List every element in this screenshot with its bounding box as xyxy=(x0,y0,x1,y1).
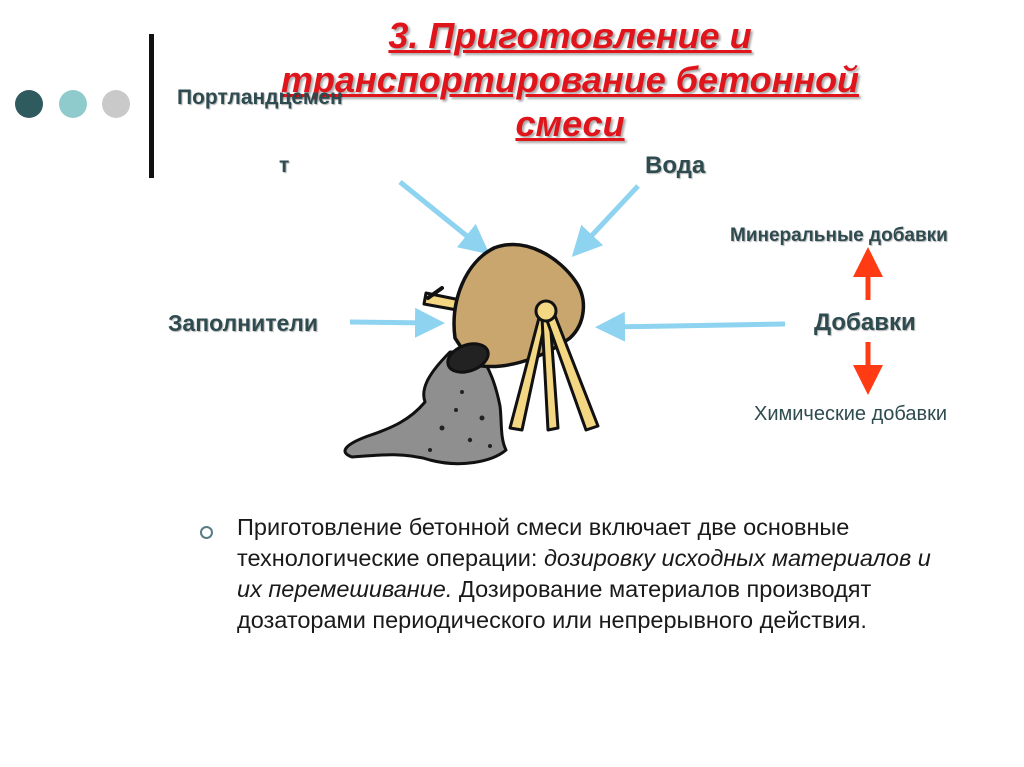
bullet-text xyxy=(237,512,960,636)
mixer-pivot xyxy=(536,301,556,321)
label-fillers: Заполнители xyxy=(168,310,319,336)
label-chemical-additives: Химические добавки xyxy=(754,403,948,425)
bullet-item xyxy=(200,512,960,636)
bullet-circle-icon xyxy=(200,526,213,539)
slide-title: 3. Приготовление и транспортирование бетонной смеси xyxy=(280,15,860,144)
bullet-text-italic: дозировку исходных материалов и их перемешивание. xyxy=(237,545,931,602)
label-cement-line2: т xyxy=(279,154,290,177)
arrow-water xyxy=(582,186,638,246)
arrow-fillers xyxy=(350,322,430,323)
label-cement-line1: Портландцемен xyxy=(177,86,343,109)
label-additives: Добавки xyxy=(814,309,916,336)
concrete-flow xyxy=(345,352,506,464)
bullet-text-part2: Дозирование материалов производят дозаторами периодического или непрерывного действия. xyxy=(237,576,872,633)
arrow-cement xyxy=(400,182,478,245)
bullet-text-part1: Приготовление бетонной смеси включает две основные технологические операции: xyxy=(237,514,850,571)
arrow-additives xyxy=(610,324,785,327)
label-water: Вода xyxy=(645,152,706,179)
label-mineral-additives: Минеральные добавки xyxy=(730,225,948,246)
